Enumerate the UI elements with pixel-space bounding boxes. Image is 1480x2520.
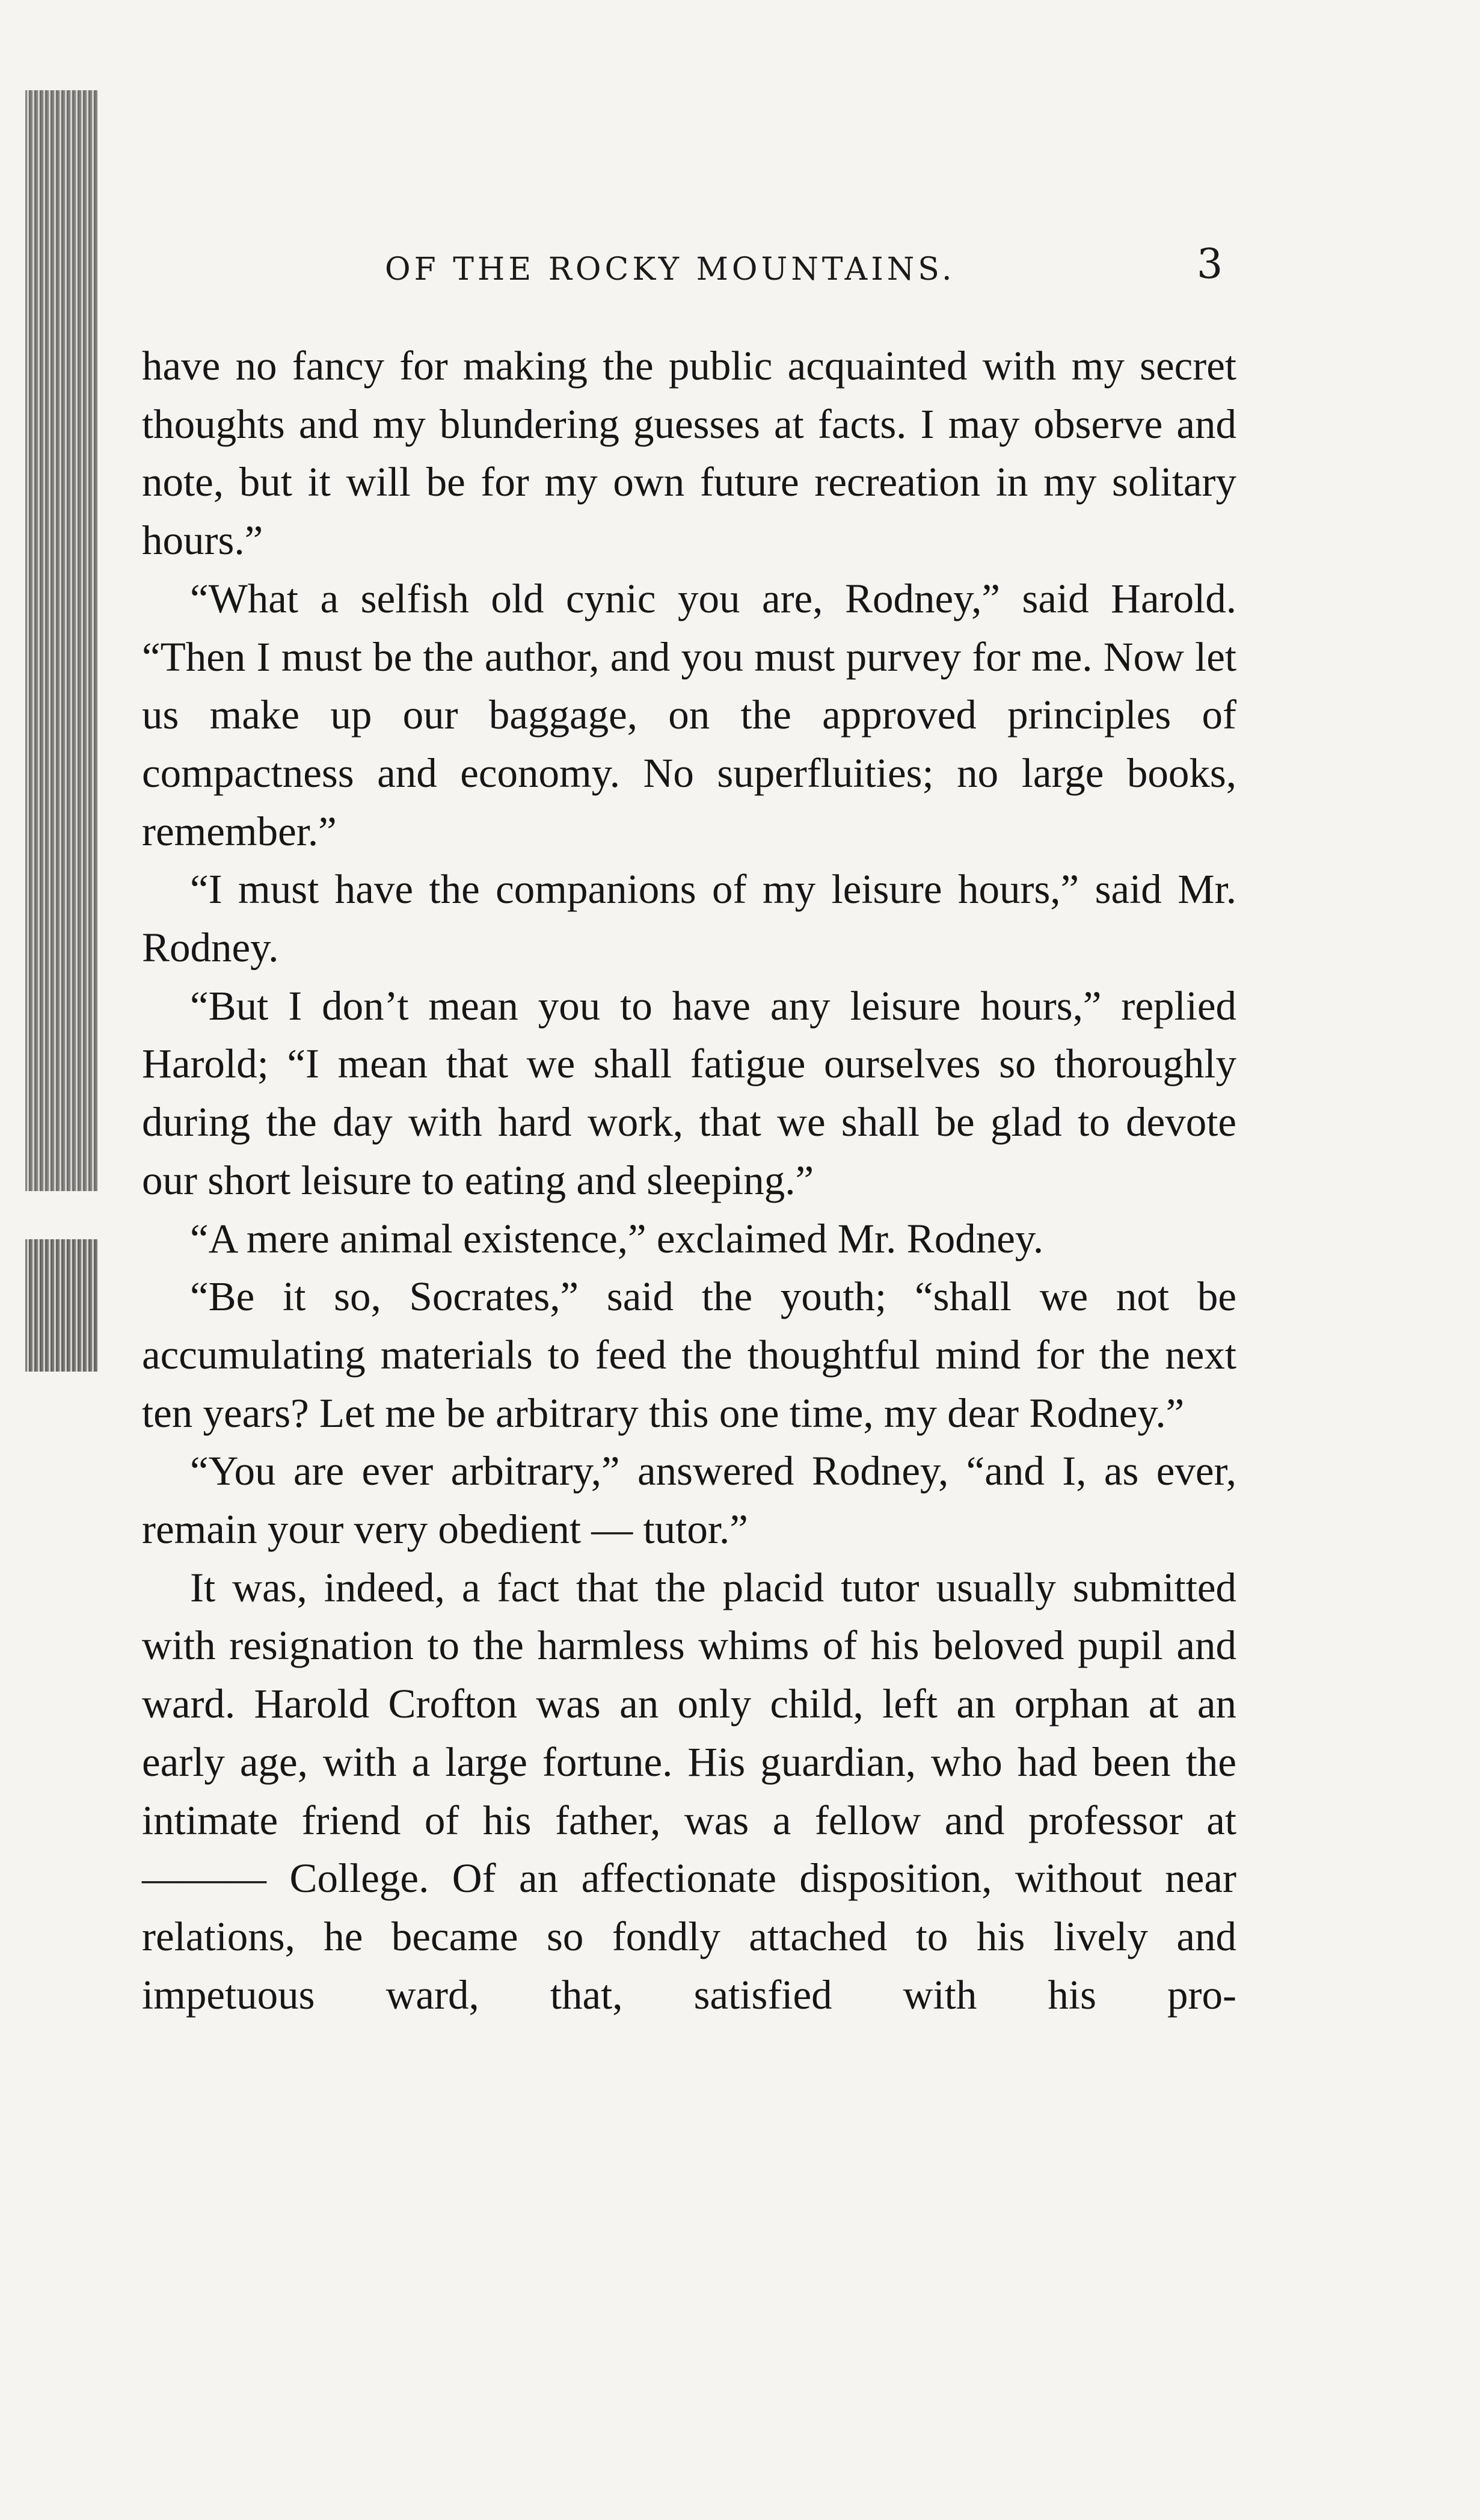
paragraph: “A mere animal existence,” exclaimed Mr. Rodney. (190, 1215, 1044, 1262)
body-text (142, 337, 1236, 2024)
paragraph: have no fancy for making the public acquainted with my secret thoughts and my blundering guesses at facts. I may observe and note, but it will be for my own future recreation in my solitary hours.” (142, 343, 1236, 564)
paragraph: It was, indeed, a fact that the placid tutor usually submitted with resignation to the harmless whims of his beloved pupil and ward. Harold Crofton was an only child, left an orphan at an early age, with a large fortune. His guardian, who had been the intimate friend of his father, was a fellow and professor at ——— College. Of an affectionate disposition, without near relations, he became so fondly attached to his lively and impetuous ward, that, satisfied with his pro- (142, 1564, 1236, 2018)
paragraph: “Be it so, Socrates,” said the youth; “shall we not be accumulating materials to feed the thoughtful mind for the next ten years? Let me be arbitrary this one time, my dear Rodney.” (142, 1274, 1236, 1436)
binding-shadow (25, 90, 97, 1191)
running-head: OF THE ROCKY MOUNTAINS. (385, 251, 956, 288)
binding-shadow-lower (25, 1239, 97, 1372)
paragraph: “But I don’t mean you to have any leisure hours,” replied Harold; “I mean that we shall fatigue ourselves so thoroughly during the day with hard work, that we shall be glad to devote our short leisure to eating and sleeping.” (142, 982, 1236, 1203)
paragraph: “What a selfish old cynic you are, Rodney,” said Harold. “Then I must be the author, and you must purvey for me. Now let us make up our baggage, on the approved principles of compactness and economy. No superfluities; no large books, remember.” (142, 575, 1236, 854)
paragraph: “You are ever arbitrary,” answered Rodney, “and I, as ever, remain your very obedient — tutor.” (142, 1448, 1236, 1553)
paragraph: “I must have the companions of my leisure hours,” said Mr. Rodney. (142, 866, 1236, 971)
page-number: 3 (1197, 241, 1223, 288)
